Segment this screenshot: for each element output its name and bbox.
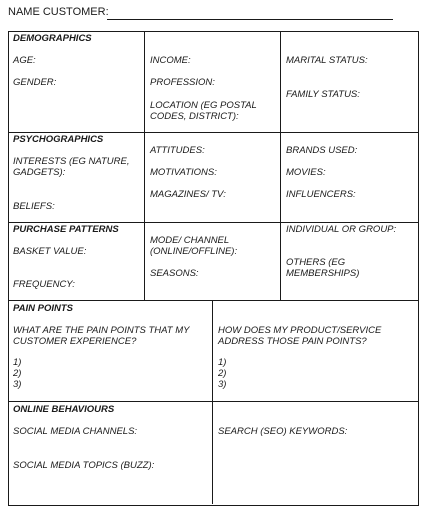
beliefs-field[interactable]: BELIEFS: [13, 201, 55, 212]
purchase-patterns-title: PURCHASE PATTERNS [13, 224, 119, 235]
influencers-field[interactable]: INFLUENCERS: [286, 189, 356, 200]
solution-list-item[interactable]: 3) [218, 379, 227, 390]
divider-online-behaviours [8, 401, 418, 402]
column-divider-bottom [212, 300, 213, 504]
customer-name-line[interactable] [107, 19, 393, 20]
movies-field[interactable]: MOVIES: [286, 167, 326, 178]
motivations-field[interactable]: MOTIVATIONS: [150, 167, 217, 178]
gender-field[interactable]: GENDER: [13, 77, 57, 88]
solution-list-item[interactable]: 2) [218, 368, 227, 379]
age-field[interactable]: AGE: [13, 55, 36, 66]
magazines-tv-field[interactable]: MAGAZINES/ TV: [150, 189, 226, 200]
attitudes-field[interactable]: ATTITUDES: [150, 145, 205, 156]
family-status-field[interactable]: FAMILY STATUS: [286, 89, 360, 100]
column-divider-1 [144, 31, 145, 300]
pain-points-list-item[interactable]: 2) [13, 368, 22, 379]
marital-status-field[interactable]: MARITAL STATUS: [286, 55, 368, 66]
location-field-line1[interactable]: LOCATION (EG POSTAL [150, 100, 257, 111]
interests-field-line1[interactable]: INTERESTS (EG NATURE, [13, 156, 130, 167]
psychographics-title: PSYCHOGRAPHICS [13, 134, 104, 145]
pain-points-question-line1: WHAT ARE THE PAIN POINTS THAT MY [13, 325, 190, 336]
divider-purchase-patterns [8, 222, 418, 223]
demographics-title: DEMOGRAPHICS [13, 33, 92, 44]
mode-channel-field-line2[interactable]: (ONLINE/OFFLINE): [150, 246, 238, 257]
profession-field[interactable]: PROFESSION: [150, 77, 215, 88]
individual-or-group-field[interactable]: INDIVIDUAL OR GROUP: [286, 224, 397, 235]
solution-list-item[interactable]: 1) [218, 357, 227, 368]
customer-name-label: NAME CUSTOMER: [8, 6, 109, 18]
pain-points-title: PAIN POINTS [13, 303, 73, 314]
search-keywords-field[interactable]: SEARCH (SEO) KEYWORDS: [218, 426, 348, 437]
seasons-field[interactable]: SEASONS: [150, 268, 199, 279]
pain-points-question-line2: CUSTOMER EXPERIENCE? [13, 336, 137, 347]
solution-question-line2: ADDRESS THOSE PAIN POINTS? [218, 336, 367, 347]
location-field-line2[interactable]: CODES, DISTRICT): [150, 111, 239, 122]
others-field-line2[interactable]: MEMBERSHIPS) [286, 268, 360, 279]
income-field[interactable]: INCOME: [150, 55, 191, 66]
divider-psychographics [8, 132, 418, 133]
customer-name-row [8, 6, 418, 22]
column-divider-2 [280, 31, 281, 300]
social-media-topics-field[interactable]: SOCIAL MEDIA TOPICS (BUZZ): [13, 460, 155, 471]
social-media-channels-field[interactable]: SOCIAL MEDIA CHANNELS: [13, 426, 138, 437]
frequency-field[interactable]: FREQUENCY: [13, 279, 75, 290]
online-behaviours-title: ONLINE BEHAVIOURS [13, 404, 115, 415]
brands-used-field[interactable]: BRANDS USED: [286, 145, 358, 156]
divider-pain-points [8, 300, 418, 301]
pain-points-list-item[interactable]: 1) [13, 357, 22, 368]
interests-field-line2[interactable]: GADGETS): [13, 167, 66, 178]
basket-value-field[interactable]: BASKET VALUE: [13, 246, 87, 257]
solution-question-line1: HOW DOES MY PRODUCT/SERVICE [218, 325, 382, 336]
pain-points-list-item[interactable]: 3) [13, 379, 22, 390]
others-field-line1[interactable]: OTHERS (EG [286, 257, 346, 268]
mode-channel-field-line1[interactable]: MODE/ CHANNEL [150, 235, 230, 246]
